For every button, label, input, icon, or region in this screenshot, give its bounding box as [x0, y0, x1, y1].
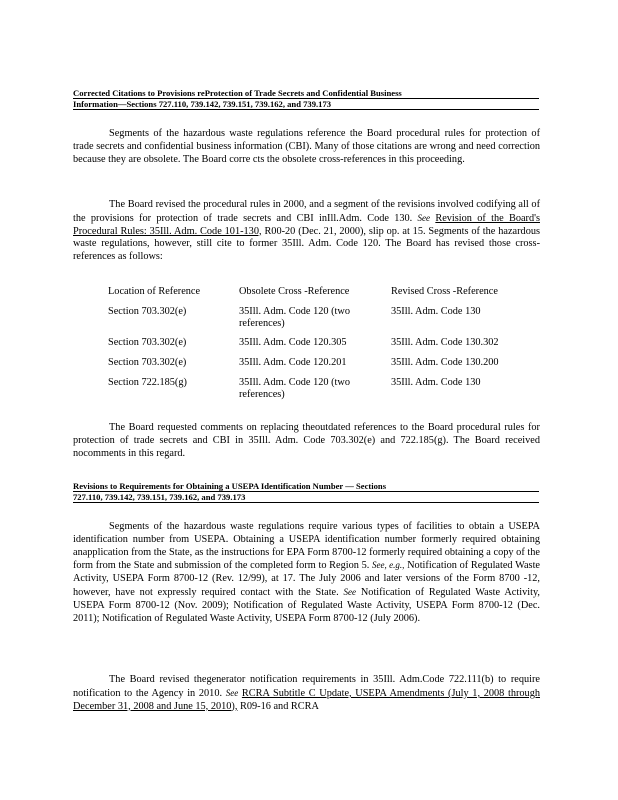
paragraph-text: Segments of the hazardous waste regulations require various types of facilities to obtain a USEPA identification number from USEPA. Obtaining a USEPA identification number formerly required obtaining anapplication from the State, as the instructions for EPA Form 8700-12 formerly required obtaining a copy of the form from the State and submission of the completed form to Region 5.: [73, 521, 540, 572]
paragraph-text: Notification of Regulated Waste Activity, USEPA Form 8700-12 (Nov. 2009); Notification of Regulated Waste Activity, USEPA Form 8700-12 (Dec. 2011); Notification of Regulated Waste Activity, USEPA Form 8700-12 (July 2006).: [73, 586, 540, 624]
paragraph-comments: The Board requested comments on replacing theoutdated references to the Board procedural rules for protection of trade secrets and CBI in 35Ill. Adm. Code 703.302(e) and 722.185(g). The Board received nocomments in this regard.: [73, 422, 540, 459]
table-cell: 35Ill. Adm. Code 120.201: [239, 357, 347, 368]
table-cell: 35Ill. Adm. Code 130.200: [391, 357, 499, 368]
heading-line-2: Information—Sections 727.110, 739.142, 739.151, 739.162, and 739.173: [73, 98, 539, 109]
table-cell: Section 722.185(g): [108, 377, 187, 388]
paragraph-text: The Board revised the procedural rules in 2000, and a segment of the revisions involved codifying all of the provisions for protection of trade secrets and CBI inIll.Adm. Code 130.: [73, 199, 540, 224]
see-signal: See: [225, 687, 239, 698]
table-cell: 35Ill. Adm. Code 120 (two references): [239, 306, 350, 330]
table-cell: Section 703.302(e): [108, 357, 187, 368]
heading-line-1: Corrected Citations to Provisions reProtection of Trade Secrets and Confidential Business: [73, 88, 402, 98]
column-header: Location of Reference: [108, 286, 201, 297]
paragraph-cbi-citations: Segments of the hazardous waste regulations reference the Board procedural rules for protection of trade secrets and confidential business information (CBI). Many of those citations are wrong and need correction because they are obsolete. The Board corre cts the obsolete cross-references in this proceeding.: [73, 128, 540, 165]
table-cell: 35Ill. Adm. Code 120 (two references): [239, 377, 350, 401]
section-heading-trade-secrets: [73, 88, 539, 110]
heading-line-1: Revisions to Requirements for Obtaining a USEPA Identification Number — Sections: [73, 481, 387, 491]
heading-line-2: 727.110, 739.142, 739.151, 739.162, and 739.173: [73, 491, 539, 502]
paragraph-procedural-rules: [73, 199, 540, 264]
see-signal: See, e.g.,: [372, 560, 405, 571]
paragraph-text: R09-16 and RCRA: [240, 700, 319, 712]
table-cell: 35Ill. Adm. Code 130.302: [391, 337, 499, 348]
table-cell: Section 703.302(e): [108, 337, 187, 348]
paragraph-text: Notification of Regulated Waste Activity, USEPA Form 8700-12 (Rev. 12/99), at 17. The July 2006 and later versions of the Form 8700 -12, however, have not expressly required contact with the State.: [73, 560, 540, 598]
citation-link[interactable]: Revision of the Board's Procedural Rules: 35Ill. Adm. Code 101-130,: [73, 212, 540, 237]
column-header: Obsolete Cross -Reference: [239, 286, 350, 297]
paragraph-text: R00-20 (Dec. 21, 2000), slip op. at 15. Segments of the hazardous waste regulations, however, still cite to former 35Ill. Adm. Code 120. The Board has revised those cross- references as follows:: [73, 225, 540, 263]
citation-link[interactable]: RCRA Subtitle C Update, USEPA Amendments (July 1, 2008 through December 31, 2008 and June 15, 2010),: [73, 687, 540, 712]
table-cell: 35Ill. Adm. Code 130: [391, 377, 481, 388]
table-cell: 35Ill. Adm. Code 130: [391, 306, 481, 317]
paragraph-text: The Board revised thegenerator notification requirements in 35Ill. Adm.Code 722.111(b) to require notification to the Agency in 2010.: [73, 674, 540, 699]
paragraph-generator-notification: [73, 674, 540, 713]
section-heading-usepa-id: [73, 481, 539, 503]
column-header: Revised Cross -Reference: [391, 286, 498, 297]
see-signal: See: [343, 586, 357, 597]
paragraph-usepa-id: [73, 521, 540, 625]
table-cell: Section 703.302(e): [108, 306, 187, 317]
table-cell: 35Ill. Adm. Code 120.305: [239, 337, 347, 348]
see-signal: See: [417, 212, 431, 223]
